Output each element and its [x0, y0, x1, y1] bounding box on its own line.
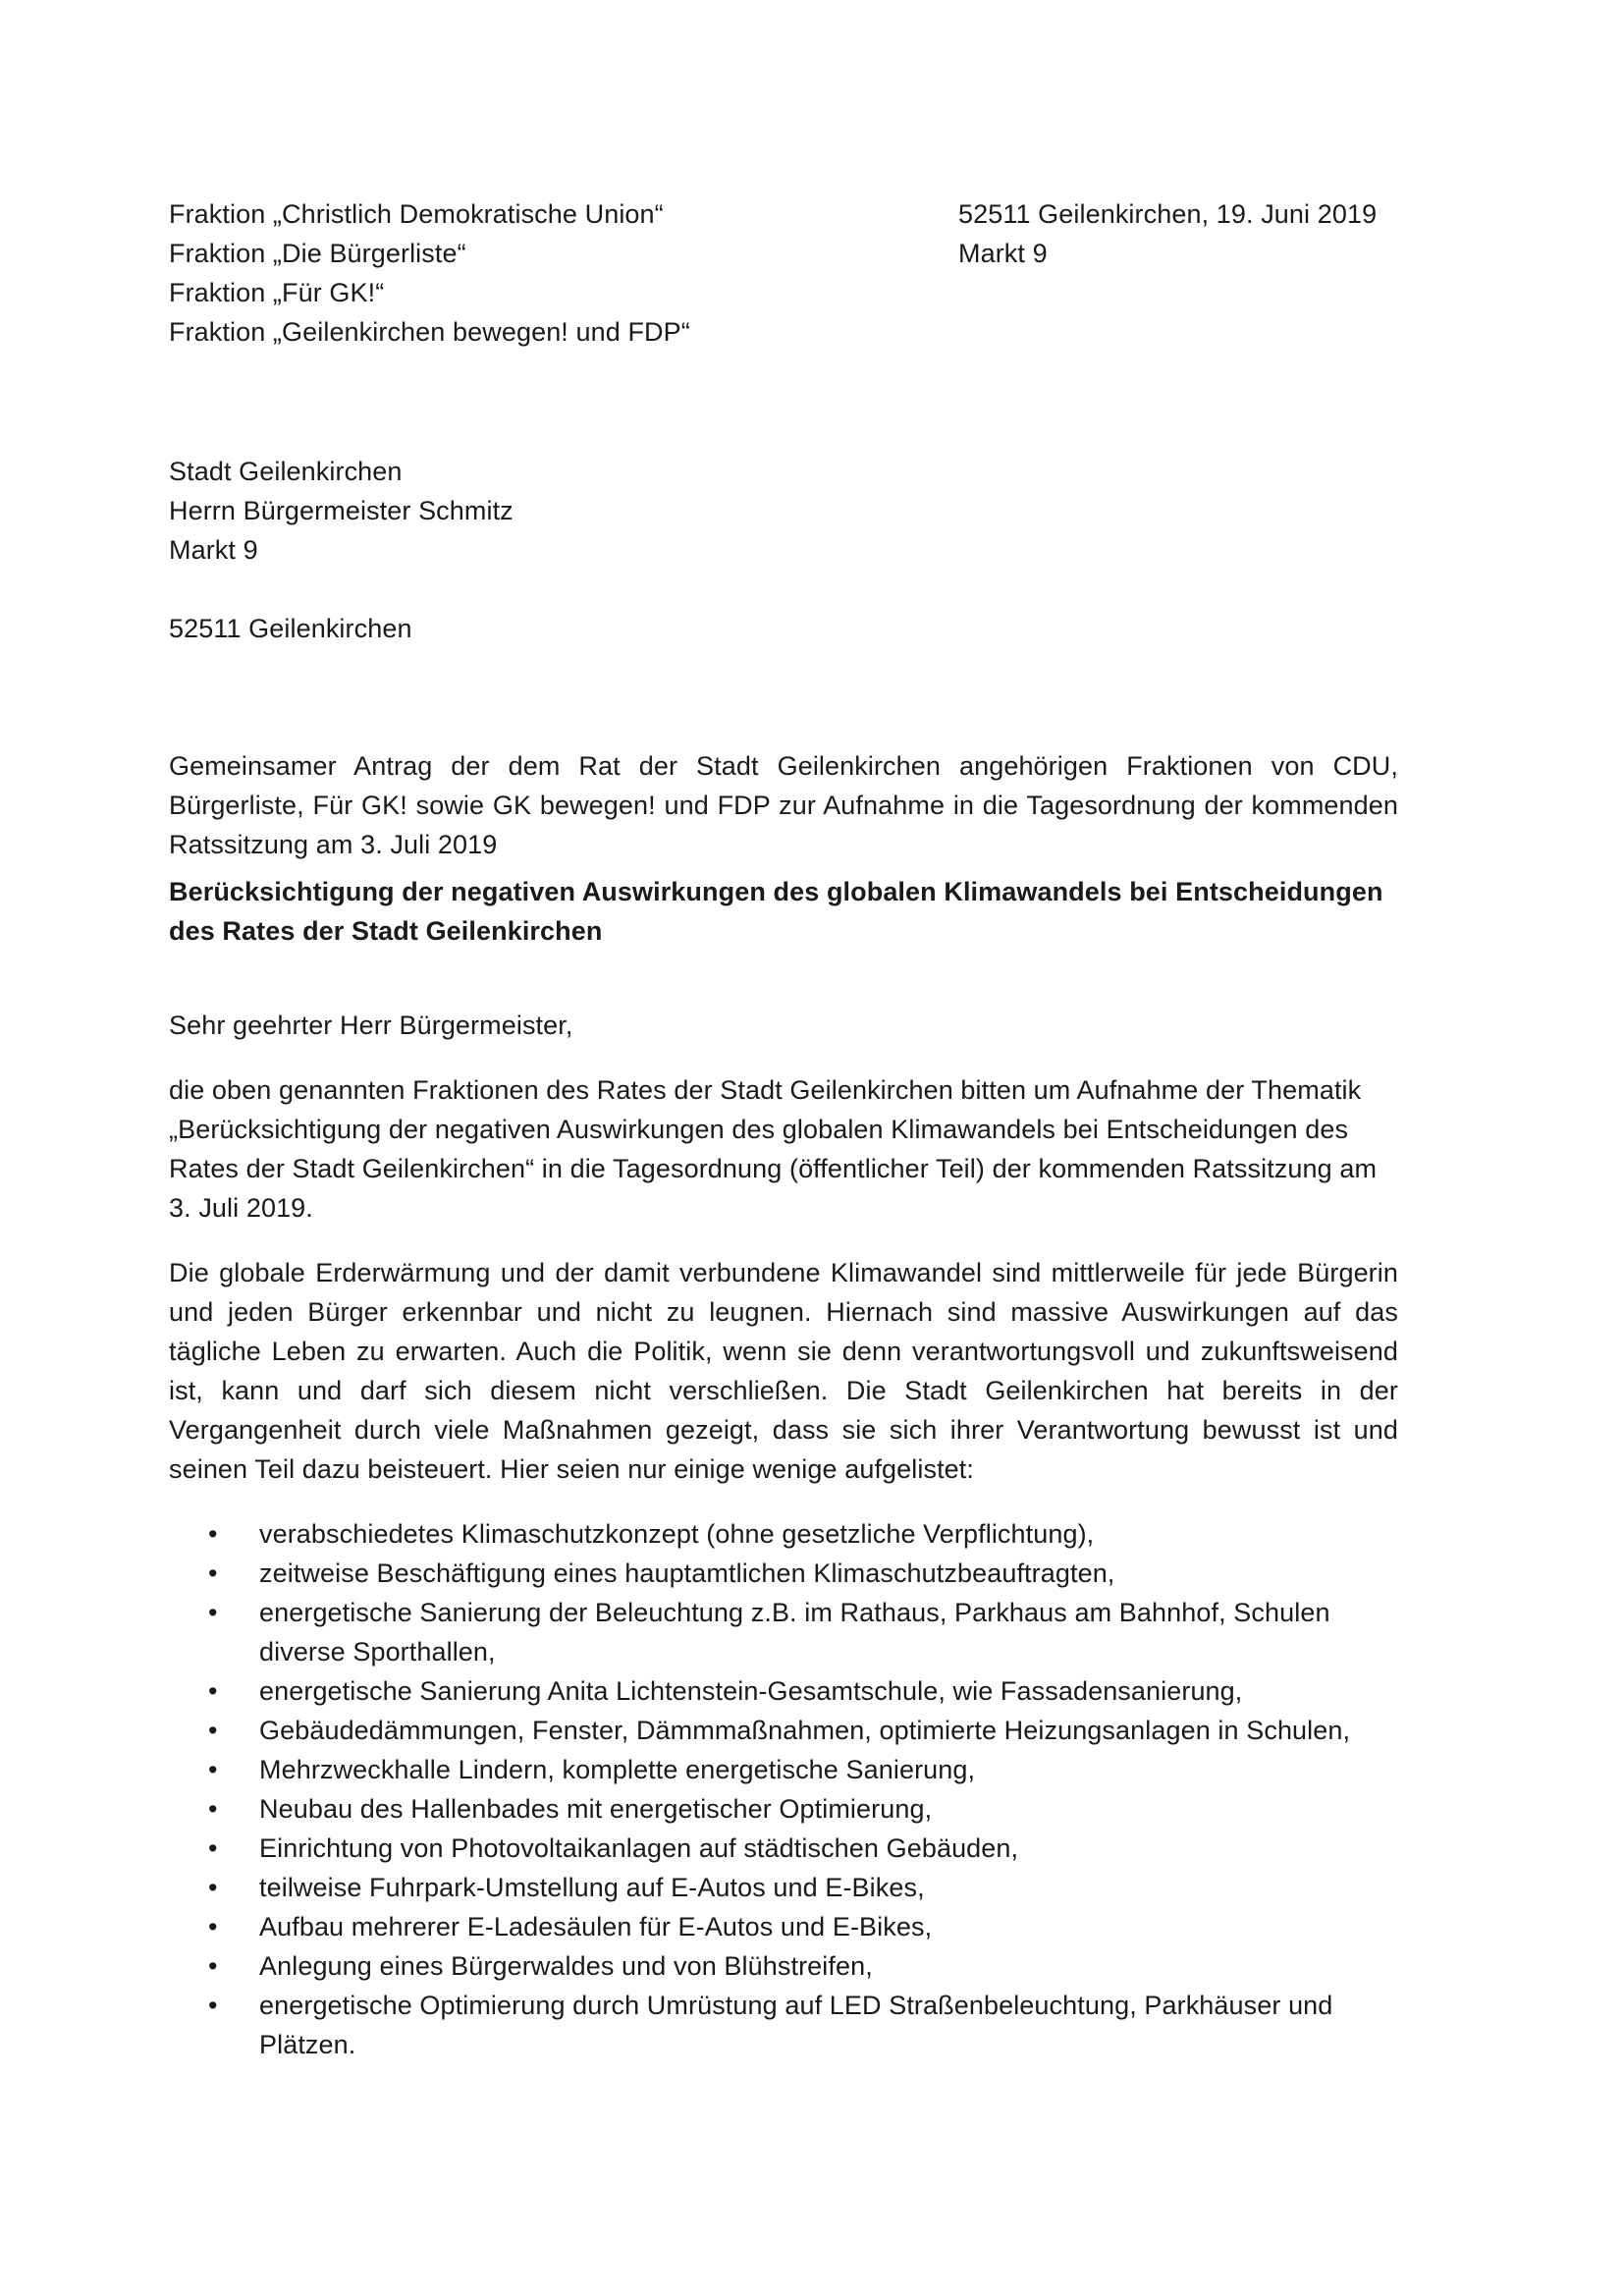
- recipient-address: [169, 452, 856, 648]
- bullet-icon: •: [208, 1519, 218, 1549]
- place-date: 52511 Geilenkirchen, 19. Juni 2019: [958, 199, 1378, 229]
- climate-paragraph: Die globale Erderwärmung und der damit verbundene Klimawandel sind mittlerweile für jede Bürgerin und jeden Bürger erkennbar und nicht zu leugnen. Hiernach sind massive Auswirkungen auf das tägliche Leben zu erwarten. Auch die Politik, wenn sie denn verantwortungsvoll und zukunftsweisend ist, kann und darf sich diesem nicht verschließen. Die Stadt Geilenkirchen hat bereits in der Vergangenheit durch viele Maßnahmen gezeigt, dass sie sich ihrer Verantwortung bewusst ist und seinen Teil dazu beisteuert. Hier seien nur einige wenige aufgelistet:: [169, 1258, 1398, 1484]
- recipient-postal-city: 52511 Geilenkirchen: [169, 614, 412, 643]
- salutation: Sehr geehrter Herr Bürgermeister,: [169, 1011, 573, 1040]
- place-date-block: [958, 194, 1508, 273]
- bullet-icon: •: [208, 1676, 218, 1706]
- list-item: • verabschiedetes Klimaschutzkonzept (ohne gesetzliche Verpflichtung),: [169, 1514, 1398, 1554]
- sender-line-fuer-gk: Fraktion „Für GK!“: [169, 278, 385, 307]
- bullet-icon: •: [208, 1598, 218, 1627]
- list-item: • zeitweise Beschäftigung eines hauptamtlichen Klimaschutzbeauftragten,: [169, 1554, 1398, 1593]
- bullet-icon: •: [208, 1794, 218, 1824]
- list-item: • Mehrzweckhalle Lindern, komplette energetische Sanierung,: [169, 1750, 1398, 1789]
- recipient-person: Herrn Bürgermeister Schmitz: [169, 496, 514, 525]
- list-item: • energetische Optimierung durch Umrüstung auf LED Straßenbeleuchtung, Parkhäuser und Plätzen.: [169, 1986, 1398, 2064]
- list-item: • Neubau des Hallenbades mit energetischer Optimierung,: [169, 1789, 1398, 1829]
- bullet-icon: •: [208, 1755, 218, 1784]
- list-item: • Aufbau mehrerer E-Ladesäulen für E-Autos und E-Bikes,: [169, 1907, 1398, 1946]
- bullet-icon: •: [208, 1873, 218, 1902]
- bullet-icon: •: [208, 1833, 218, 1863]
- sender-street: Markt 9: [958, 239, 1048, 268]
- bullet-icon: •: [208, 1716, 218, 1745]
- bullet-icon: •: [208, 1991, 218, 2020]
- sender-line-buergerliste: Fraktion „Die Bürgerliste“: [169, 239, 466, 268]
- sender-line-gk-bewegen-fdp: Fraktion „Geilenkirchen bewegen! und FDP“: [169, 317, 690, 347]
- measures-list: [169, 1514, 1398, 2064]
- list-item: • energetische Sanierung Anita Lichtenstein-Gesamtschule, wie Fassadensanierung,: [169, 1671, 1398, 1711]
- bullet-icon: •: [208, 1951, 218, 1981]
- sender-block: [169, 194, 856, 352]
- list-item: • Gebäudedämmungen, Fenster, Dämmmaßnahmen, optimierte Heizungsanlagen in Schulen,: [169, 1711, 1398, 1750]
- sender-line-cdu: Fraktion „Christlich Demokratische Union“: [169, 199, 664, 229]
- bullet-icon: •: [208, 1558, 218, 1588]
- request-paragraph: die oben genannten Fraktionen des Rates der Stadt Geilenkirchen bitten um Aufnahme der Thematik „Berücksichtigung der negativen Auswirkungen des globalen Klimawandels bei Entscheidungen des Rates der Stadt Geilenkirchen“ in die Tagesordnung (öffentlicher Teil) der kommenden Ratssitzung am 3. Juli 2019.: [169, 1075, 1378, 1223]
- list-item: • Anlegung eines Bürgerwaldes und von Blühstreifen,: [169, 1946, 1398, 1986]
- intro-paragraph: Gemeinsamer Antrag der dem Rat der Stadt Geilenkirchen angehörigen Fraktionen von CDU, Bürgerliste, Für GK! sowie GK bewegen! und FDP zur Aufnahme in die Tagesordnung der kommenden Ratssitzung am 3. Juli 2019: [169, 751, 1398, 859]
- recipient-street: Markt 9: [169, 535, 258, 565]
- list-item: • teilweise Fuhrpark-Umstellung auf E-Autos und E-Bikes,: [169, 1868, 1398, 1907]
- bullet-icon: •: [208, 1912, 218, 1941]
- subject-line: Berücksichtigung der negativen Auswirkungen des globalen Klimawandels bei Entscheidungen des Rates der Stadt Geilenkirchen: [169, 877, 1383, 946]
- recipient-city-office: Stadt Geilenkirchen: [169, 457, 403, 486]
- list-item: • Einrichtung von Photovoltaikanlagen auf städtischen Gebäuden,: [169, 1829, 1398, 1868]
- list-item: • energetische Sanierung der Beleuchtung z.B. im Rathaus, Parkhaus am Bahnhof, Schulen diverse Sporthallen,: [169, 1593, 1398, 1671]
- letter-body: [169, 746, 1398, 2064]
- address-spacer: [169, 570, 856, 609]
